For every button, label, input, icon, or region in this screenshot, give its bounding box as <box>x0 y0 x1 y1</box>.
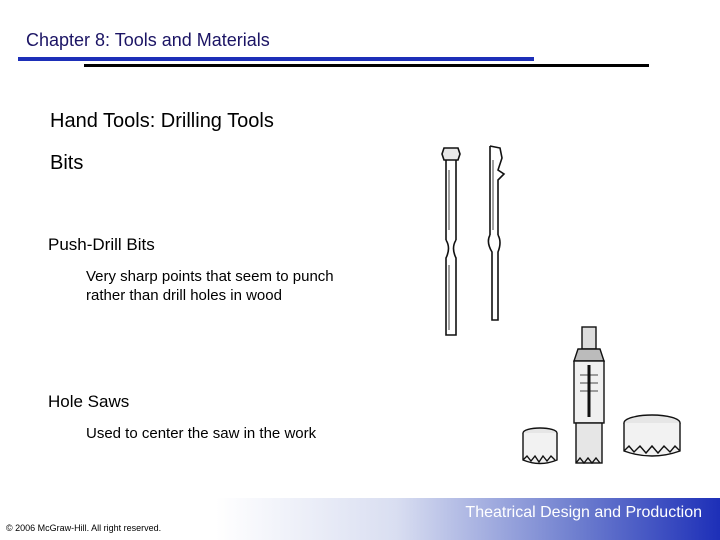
chapter-title: Chapter 8: Tools and Materials <box>26 30 270 50</box>
body-line: Used to center the saw in the work <box>86 425 317 442</box>
slide-title: Hand Tools: Drilling Tools <box>50 110 274 132</box>
hole-saw-illustration <box>514 325 694 470</box>
section-heading-hole-saws: Hole Saws <box>48 392 130 411</box>
footer-book-title: Theatrical Design and Production <box>465 504 702 521</box>
slide-subtitle: Bits <box>50 152 84 174</box>
section-body-hole-saws <box>86 424 386 443</box>
body-line: Very sharp points that seem to punch <box>86 268 334 285</box>
header-rule-blue <box>18 57 534 61</box>
copyright-notice: © 2006 McGraw-Hill. All right reserved. <box>6 523 162 533</box>
body-line: rather than drill holes in wood <box>86 287 282 304</box>
section-body-push-drill <box>86 267 386 305</box>
section-heading-push-drill: Push-Drill Bits <box>48 235 155 254</box>
header-rule-black <box>84 64 649 67</box>
push-drill-bits-illustration <box>432 140 522 340</box>
